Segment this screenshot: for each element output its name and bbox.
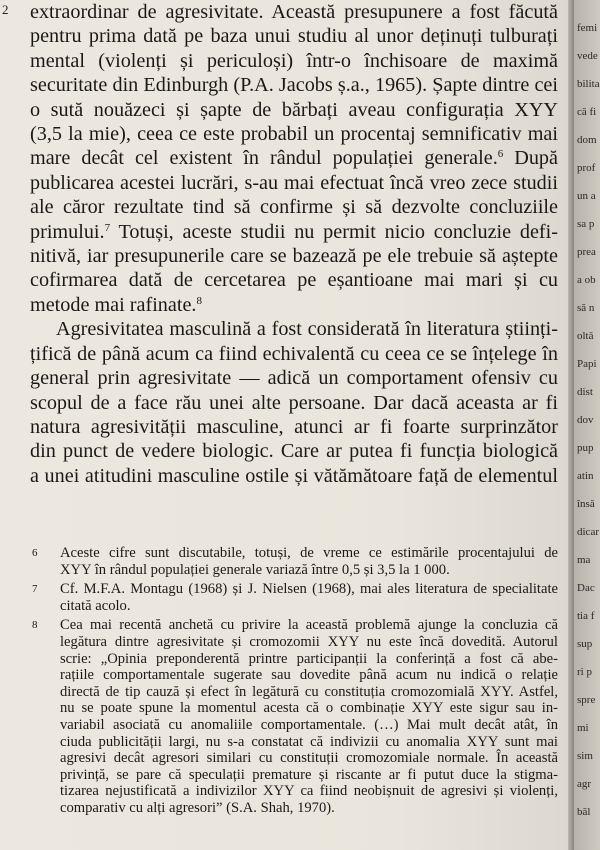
text-line: publicarea acestei lucrări, s-au mai efectuat încă vreo zece studii [30,171,558,194]
footnote-6 [30,545,558,578]
text-fragment: metode mai rafinate. [30,293,197,316]
footnote-line: Cf. M.F.A. Montagu (1968) și J. Nielsen (1968), mai ales literatura de specialitate [60,581,558,598]
adjacent-page-fragment: prea [577,246,596,258]
text-line: general prin agresivitate — adică un comportament ofensiv cu [30,367,558,390]
footnote-line: directă de tip cauză și efect în legătură cu constituția cromozomială XYY. Astfel, [60,683,558,700]
footnote-line: Cea mai recentă anchetă cu privire la această problemă ajunge la concluzia că [60,617,558,634]
footnote-number: 6 [32,547,38,559]
text-fragment: Totuși, aceste studii nu permit nicio concluzie defi- [110,220,558,243]
adjacent-page-edge [574,0,600,850]
footnote-line: scrie: „Opinia preponderentă printre participanții la conferință a fost că abe- [60,650,558,667]
adjacent-page-fragment: ri p [577,666,592,678]
text-line: țifică de până acum ca fiind echivalentă cu ceea ce se înțelege în [30,342,558,365]
footnote-number: 8 [32,619,38,632]
adjacent-page-fragment: femi [577,22,598,34]
text-fragment: După [503,147,558,170]
footnote-8 [30,617,558,816]
text-line: ale căror rezultate tind să confirme și să dezvolte concluziile [30,196,558,219]
footnote-line: legătura dintre agresivitate și cromozomii XYY nu este încă dovedită. Autorul [60,633,558,650]
footnote-line: tizarea nejustificată a indivizilor XYY ca fiind neobișnuit de agresivi și violenți, [60,783,558,800]
footnote-line: comparativ cu alți agresori” (S.A. Shah, 1970). [60,799,335,816]
footnotes [30,545,558,820]
adjacent-page-fragment: să n [577,302,595,314]
text-line: nitivă, iar presupunerile care se bazează pe ele trebuie să aștepte [30,245,558,268]
footnote-ref-8: 8 [196,294,202,307]
adjacent-page-fragment: mi [577,722,589,734]
footnote-line: privință, se pare că speculații premature și riscante ar fi putut duce la stigma- [60,766,558,783]
adjacent-page-fragment: că fi [577,106,597,118]
adjacent-page-fragment: însă [577,498,595,510]
adjacent-page-fragment: ma [577,554,591,566]
footnote-line: Aceste cifre sunt discutabile, totuși, de vreme ce estimările procentajului de [60,545,558,561]
text-line: extraordinar de agresivitate. Această presupunere a fost făcută [30,1,558,23]
text-line: natura agresivității masculine, atunci ar fi foarte surprinzător [30,415,558,438]
body-text [30,0,558,488]
adjacent-page-fragment: dov [577,414,594,426]
text-line: a unei atitudini masculine ostile și vătămătoare față de elementul [30,464,558,487]
adjacent-page-fragment: sup [577,638,593,650]
adjacent-page-fragment: oltă [577,330,594,342]
adjacent-page-fragment: vede [577,50,598,62]
adjacent-page-fragment: dist [577,386,593,398]
adjacent-page-fragment: prof [577,162,596,174]
footnote-ref-7: 7 [104,221,111,234]
adjacent-page-fragment: un a [577,190,596,202]
adjacent-page-fragment: spre [577,694,596,706]
adjacent-page-fragment: agr [577,778,592,790]
footnote-ref-6: 6 [497,148,504,161]
adjacent-page-fragment: sim [577,750,593,762]
page-number: 2 [2,2,9,17]
footnote-line: ciuda publicității largi, nu s-a constatat că indivizii cu anomalia XYY sunt mai [60,733,558,750]
adjacent-page-fragment: băl [577,806,591,818]
footnote-7 [30,581,558,614]
text-line [30,146,558,170]
adjacent-page-fragment: dom [577,134,597,146]
text-line: mental (violenți și periculoși) într-o închisoare de maximă [30,49,558,72]
text-line: pentru prima dată pe baza unui studiu al unor deținuți tulburați [30,25,558,48]
adjacent-page-fragment: Papi [577,358,597,370]
text-line: securitate din Edinburgh (P.A. Jacobs ș.a., 1965). Șapte dintre cei [30,74,558,97]
adjacent-page-fragment: pup [577,442,594,454]
footnote-line: citată acolo. [60,597,131,614]
text-line: cofirmarea dată de cercetarea pe eșantioane mai mari și cu [30,269,558,292]
adjacent-page-fragment: dicar [577,526,599,538]
adjacent-page-fragment: bilita [577,78,600,90]
footnote-line: XYY în rândul populației generale variază între 0,5 și 3,5 la 1 000. [60,561,450,578]
adjacent-page-fragment: a ob [577,274,596,286]
footnote-line: nu se poate spune la momentul acesta că o combinație XYY este sigur sau in- [60,700,558,717]
adjacent-page-fragment: tia f [577,610,595,622]
text-line: scopul de a face rău unei alte persoane. Dar dacă aceasta ar fi [30,391,558,414]
text-line: (3,5 la mie), ceea ce este probabil un procentaj semnificativ mai [30,123,558,146]
text-line: din punct de vedere biologic. Care ar putea fi funcția biologică [30,440,558,463]
paragraph-first-line: Agresivitatea masculină a fost considerată în literatura științi- [56,318,558,341]
footnote-line: rațiile comportamentale sugerate sau dovedite până acum nu indică o relație [60,667,558,684]
footnote-line: agresivi decât agresori similari cu constituții cromozomiale normale. În această [60,750,558,767]
adjacent-page-fragment: sa p [577,218,595,230]
text-fragment: primului. [30,220,105,243]
text-line [30,220,558,244]
adjacent-page-fragment: atin [577,470,594,482]
text-line [30,293,558,317]
text-fragment: mare decât cel existent în rândul populației generale. [30,147,498,170]
footnote-line: variabil asociată cu anomaliile comportamentale. (…) Mai mult decât atât, în [60,716,558,733]
text-line: o sută nouăzeci și șapte de bărbați aveau configurația XYY [30,98,558,121]
footnote-number: 7 [32,583,38,596]
adjacent-page-fragment: Dac [577,582,595,594]
